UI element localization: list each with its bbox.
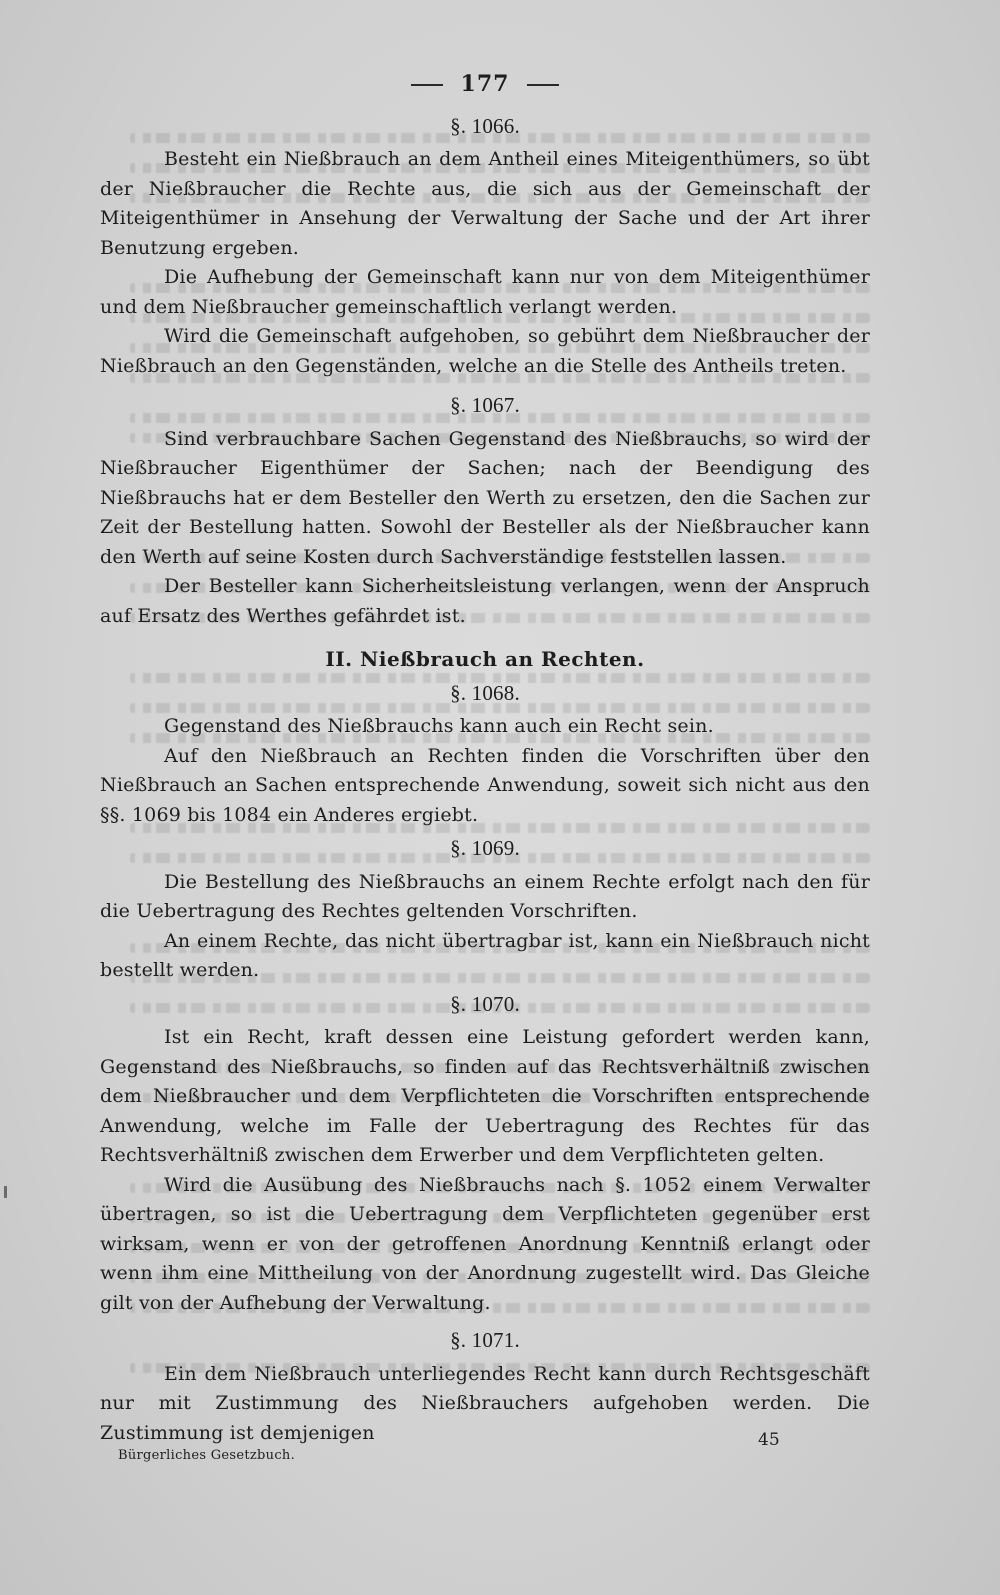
page-number bbox=[100, 70, 870, 100]
paragraph: Wird die Ausübung des Nießbrauchs nach §. 1052 einem Verwalter übertragen, so ist die Uebertragung dem Verpflichteten gegenüber erst wirksam, wenn er von der getroffenen Anordnung Kenntniß erlangt oder wenn ihm eine Mittheilung von der Anordnung zugestellt wird. Das Gleiche gilt von der Aufhebung der Verwaltung. bbox=[100, 1173, 870, 1314]
sheet-number: 45 bbox=[758, 1430, 780, 1450]
paragraph: Die Bestellung des Nießbrauchs an einem Rechte erfolgt nach den für die Uebertragung des Rechtes geltenden Vorschriften. bbox=[100, 870, 870, 922]
paragraph: Die Aufhebung der Gemeinschaft kann nur von dem Miteigenthümer und dem Nießbraucher gemeinschaftlich verlangt werden. bbox=[100, 266, 870, 318]
printer-signature: Bürgerliches Gesetzbuch. bbox=[118, 1448, 296, 1463]
section-heading: §. 1070. bbox=[450, 991, 520, 1016]
paragraph: Wird die Gemeinschaft aufgehoben, so gebührt dem Nießbraucher der Nießbrauch an den Gegenständen, welche an die Stelle des Antheils treten. bbox=[100, 325, 870, 377]
paragraph: Besteht ein Nießbrauch an dem Antheil eines Miteigenthümers, so übt der Nießbraucher die Rechte aus, die sich aus der Gemeinschaft der Miteigenthümer in Ansehung der Verwaltung der Sache und der Art ihrer Benutzung ergeben. bbox=[100, 148, 870, 259]
paragraph: Gegenstand des Nießbrauchs kann auch ein Recht sein. bbox=[164, 715, 714, 737]
section-heading: §. 1071. bbox=[450, 1328, 520, 1352]
section-heading: §. 1067. bbox=[450, 393, 520, 417]
dash-left bbox=[411, 84, 443, 86]
page-number-text: 177 bbox=[460, 71, 510, 97]
paragraph: Auf den Nießbrauch an Rechten finden die Vorschriften über den Nießbrauch an Sachen entsprechende Anwendung, soweit sich nicht aus den §§. 1069 bis 1084 ein Anderes ergiebt. bbox=[100, 744, 870, 826]
paragraph: Ist ein Recht, kraft dessen eine Leistung gefordert werden kann, Gegenstand des Nießbrauchs, so finden auf das Rechtsverhältniß zwischen dem Nießbraucher und dem Verpflichteten die Vorschriften entsprechende Anwendung, welche im Falle der Uebertragung des Rechtes für das Rechtsverhältniß zwischen dem Erwerber und dem Verpflichteten gelten. bbox=[100, 1026, 870, 1166]
dash-right bbox=[527, 84, 559, 86]
section-heading: §. 1068. bbox=[450, 680, 520, 705]
paragraph: Sind verbrauchbare Sachen Gegenstand des Nießbrauchs, so wird der Nießbraucher Eigenthümer der Sachen; nach der Beendigung des Nießbrauchs hat er dem Besteller den Werth zu ersetzen, den die Sachen zur Zeit der Bestellung hatten. Sowohl der Besteller als der Nießbraucher kann den Werth auf seine Kosten durch Sachverständige feststellen lassen. bbox=[100, 427, 870, 568]
paragraph: Der Besteller kann Sicherheitsleistung verlangen, wenn der Anspruch auf Ersatz des Werthes gefährdet ist. bbox=[100, 575, 870, 627]
page-body bbox=[100, 70, 870, 1448]
paragraph: An einem Rechte, das nicht übertragbar ist, kann ein Nießbrauch nicht bestellt werden. bbox=[100, 929, 870, 981]
paragraph: Ein dem Nießbrauch unterliegendes Recht kann durch Rechtsgeschäft nur mit Zustimmung des Nießbrauchers aufgehoben werden. Die Zustimmung ist demjenigen bbox=[100, 1362, 870, 1444]
section-heading: §. 1069. bbox=[450, 836, 520, 860]
margin-mark bbox=[4, 1186, 7, 1198]
part-heading: II. Nießbrauch an Rechten. bbox=[325, 647, 645, 671]
section-heading: §. 1066. bbox=[450, 113, 520, 138]
